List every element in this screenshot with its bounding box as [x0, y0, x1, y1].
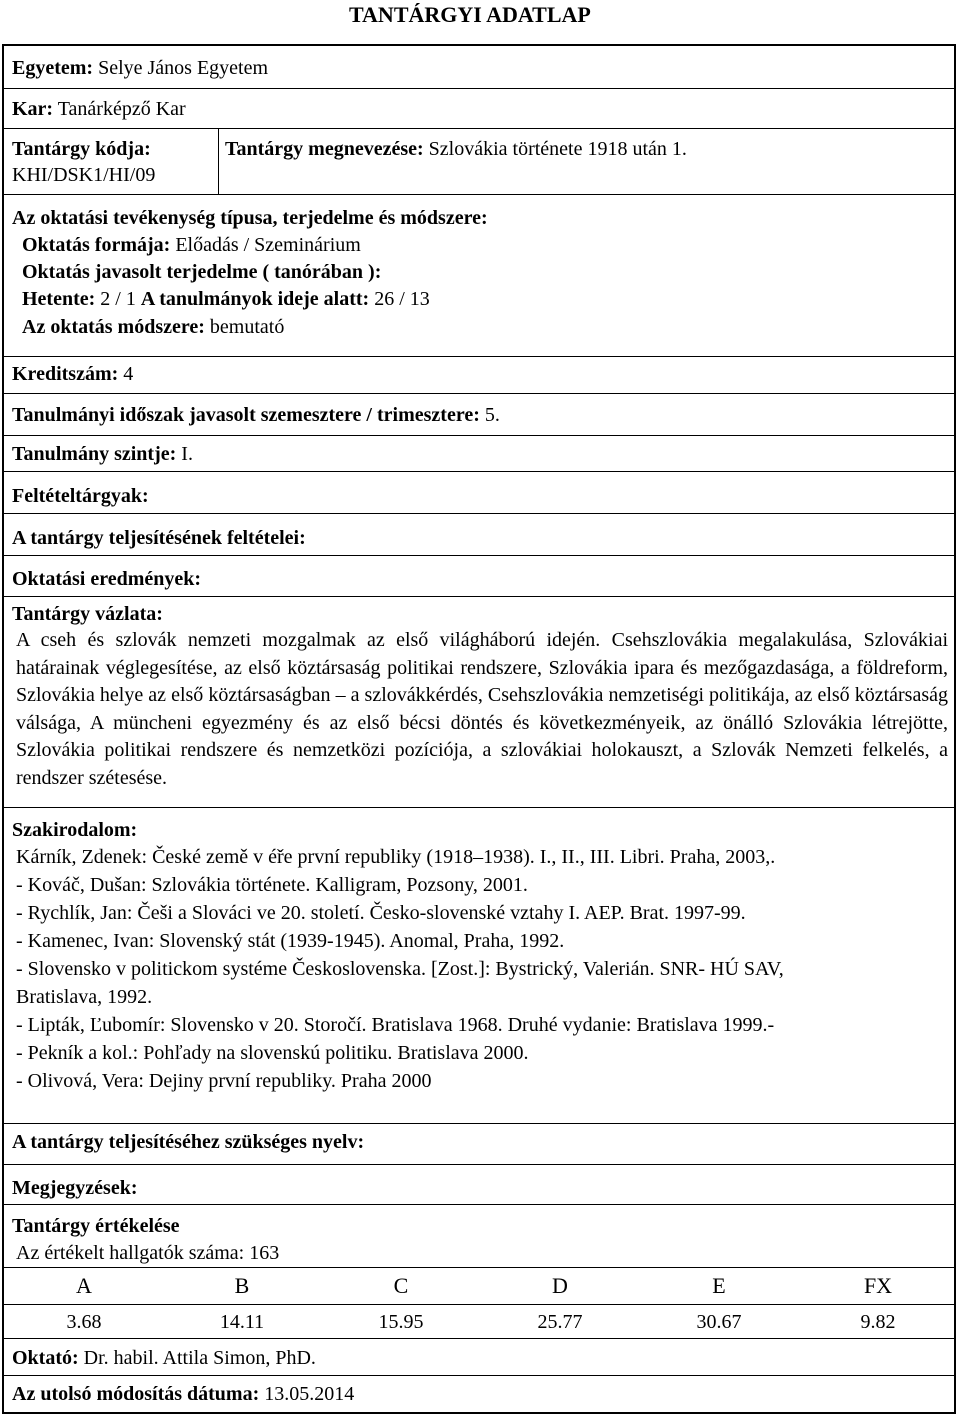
outcomes-row — [4, 556, 954, 597]
literature-item: - Pekník a kol.: Pohľady na slovenskú politiku. Bratislava 2000. — [16, 1042, 529, 1064]
percent-cell: 25.77 — [537, 1310, 583, 1333]
last-modified-row — [4, 1376, 954, 1412]
literature-label: Szakirodalom: — [12, 819, 138, 841]
subject-row — [4, 129, 954, 195]
literature-item: - Lipták, Ľubomír: Slovensko v 20. Storočí. Bratislava 1968. Druhé vydanie: Bratislava 1999.- — [16, 1014, 775, 1036]
weekly-label: Hetente: — [22, 288, 96, 310]
literature-item: Kárník, Zdenek: České země v éře první republiky (1918–1938). I., II., III. Libri. Praha, 2003,. — [16, 846, 776, 868]
name-value: Szlovákia története 1918 után 1. — [428, 138, 687, 160]
percent-cell: 14.11 — [219, 1310, 265, 1333]
notes-row — [4, 1165, 954, 1205]
prerequisites-label: Feltételtárgyak: — [12, 485, 149, 507]
percent-cell: 30.67 — [696, 1310, 742, 1333]
method-value: bemutató — [209, 316, 285, 338]
evaluated-students-count: Az értékelt hallgatók száma: 163 — [16, 1242, 280, 1264]
language-label: A tantárgy teljesítéséhez szükséges nyelv: — [12, 1131, 365, 1153]
university-row — [4, 46, 954, 89]
literature-item: - Kamenec, Ivan: Slovenský stát (1939-1945). Anomal, Praha, 1992. — [16, 930, 565, 952]
outline-row — [4, 597, 954, 808]
grade-cell: A — [76, 1273, 92, 1298]
teacher-row — [4, 1339, 954, 1376]
university-value: Selye János Egyetem — [98, 57, 269, 79]
name-label: Tantárgy megnevezése: — [225, 138, 424, 160]
percent-cell: 3.68 — [66, 1310, 102, 1333]
literature-item: Bratislava, 1992. — [16, 986, 153, 1008]
total-value: 26 / 13 — [374, 288, 430, 310]
form-label: Oktatás formája: — [22, 234, 171, 256]
credits-row — [4, 357, 954, 394]
outline-label: Tantárgy vázlata: — [12, 603, 163, 625]
credits-label: Kreditszám: — [12, 363, 119, 385]
evaluation-row — [4, 1205, 954, 1339]
code-value: KHI/DSK1/HI/09 — [12, 164, 156, 186]
scope-label: Oktatás javasolt terjedelme ( tanórában ): — [22, 261, 382, 283]
teacher-value: Dr. habil. Attila Simon, PhD. — [83, 1347, 316, 1369]
grade-cell: B — [234, 1273, 250, 1298]
literature-item: - Slovensko v politickom systéme Československa. [Zost.]: Bystrický, Valerián. SNR- HÚ SAV, — [16, 958, 784, 980]
evaluation-label: Tantárgy értékelése — [12, 1215, 180, 1237]
language-row — [4, 1124, 954, 1165]
grade-percent-row — [4, 1305, 954, 1339]
level-row — [4, 436, 954, 472]
prerequisites-row — [4, 472, 954, 514]
grade-cell: D — [552, 1273, 568, 1298]
teacher-label: Oktató: — [12, 1347, 79, 1369]
literature-item: - Rychlík, Jan: Češi a Slováci ve 20. století. Česko-slovenské vztahy I. AEP. Brat. 1997-99. — [16, 902, 746, 924]
semester-value: 5. — [484, 404, 500, 426]
percent-cell: 9.82 — [860, 1310, 896, 1333]
literature-row — [4, 808, 954, 1124]
faculty-value: Tanárképző Kar — [57, 98, 186, 120]
level-value: I. — [181, 443, 193, 465]
grade-cell: E — [712, 1273, 726, 1298]
datasheet-table — [2, 44, 956, 1414]
form-value: Előadás / Szeminárium — [175, 234, 361, 256]
credits-value: 4 — [123, 363, 134, 385]
faculty-row — [4, 89, 954, 129]
method-label: Az oktatás módszere: — [22, 316, 205, 338]
literature-item: - Kováč, Dušan: Szlovákia története. Kalligram, Pozsony, 2001. — [16, 874, 528, 896]
outline-text: A cseh és szlovák nemzeti mozgalmak az első világháború idején. Csehszlovákia megalakulása, Szlovákiai határainak véglegesítése, az első köztársaság politikai rendszere, Szlovákia ipara és mezőgazdasága, a földreform, Szlovákia helye az első köztársaságban – a szlovákkérdés, Csehszlovákia nemzetiségi politikája, az első köztársaság válsága, A müncheni egyezmény és az első bécsi döntés és következményeik, az önálló Szlovákia létrejötte, Szlovákia politikai rendszere és nemzetközi pozíciója, a szlovákiai holokauszt, a Szlovák Nemzeti felkelés, a rendszer szétesése. — [16, 629, 948, 789]
completion-label: A tantárgy teljesítésének feltételei: — [12, 527, 306, 549]
cell-divider — [218, 129, 219, 194]
page-title: TANTÁRGYI ADATLAP — [349, 2, 591, 27]
total-label: A tanulmányok ideje alatt: — [140, 288, 370, 310]
semester-label: Tanulmányi időszak javasolt szemesztere / trimesztere: — [12, 404, 480, 426]
last-modified-value: 13.05.2014 — [264, 1383, 355, 1405]
literature-item: - Olivová, Vera: Dejiny první republiky. Praha 2000 — [16, 1070, 432, 1092]
teaching-row — [4, 195, 954, 357]
teaching-heading: Az oktatási tevékenység típusa, terjedelme és módszere: — [12, 207, 488, 229]
outcomes-label: Oktatási eredmények: — [12, 568, 202, 590]
percent-cell: 15.95 — [378, 1310, 424, 1333]
notes-label: Megjegyzések: — [12, 1177, 138, 1199]
grade-header-row — [4, 1267, 954, 1305]
level-label: Tanulmány szintje: — [12, 443, 177, 465]
faculty-label: Kar: — [12, 98, 54, 120]
completion-row — [4, 514, 954, 556]
semester-row — [4, 394, 954, 436]
last-modified-label: Az utolsó módosítás dátuma: — [12, 1383, 260, 1405]
weekly-value: 2 / 1 — [100, 288, 136, 310]
code-label: Tantárgy kódja: — [12, 138, 151, 160]
university-label: Egyetem: — [12, 57, 94, 79]
grade-cell: C — [393, 1273, 409, 1298]
grade-cell: FX — [863, 1273, 893, 1298]
